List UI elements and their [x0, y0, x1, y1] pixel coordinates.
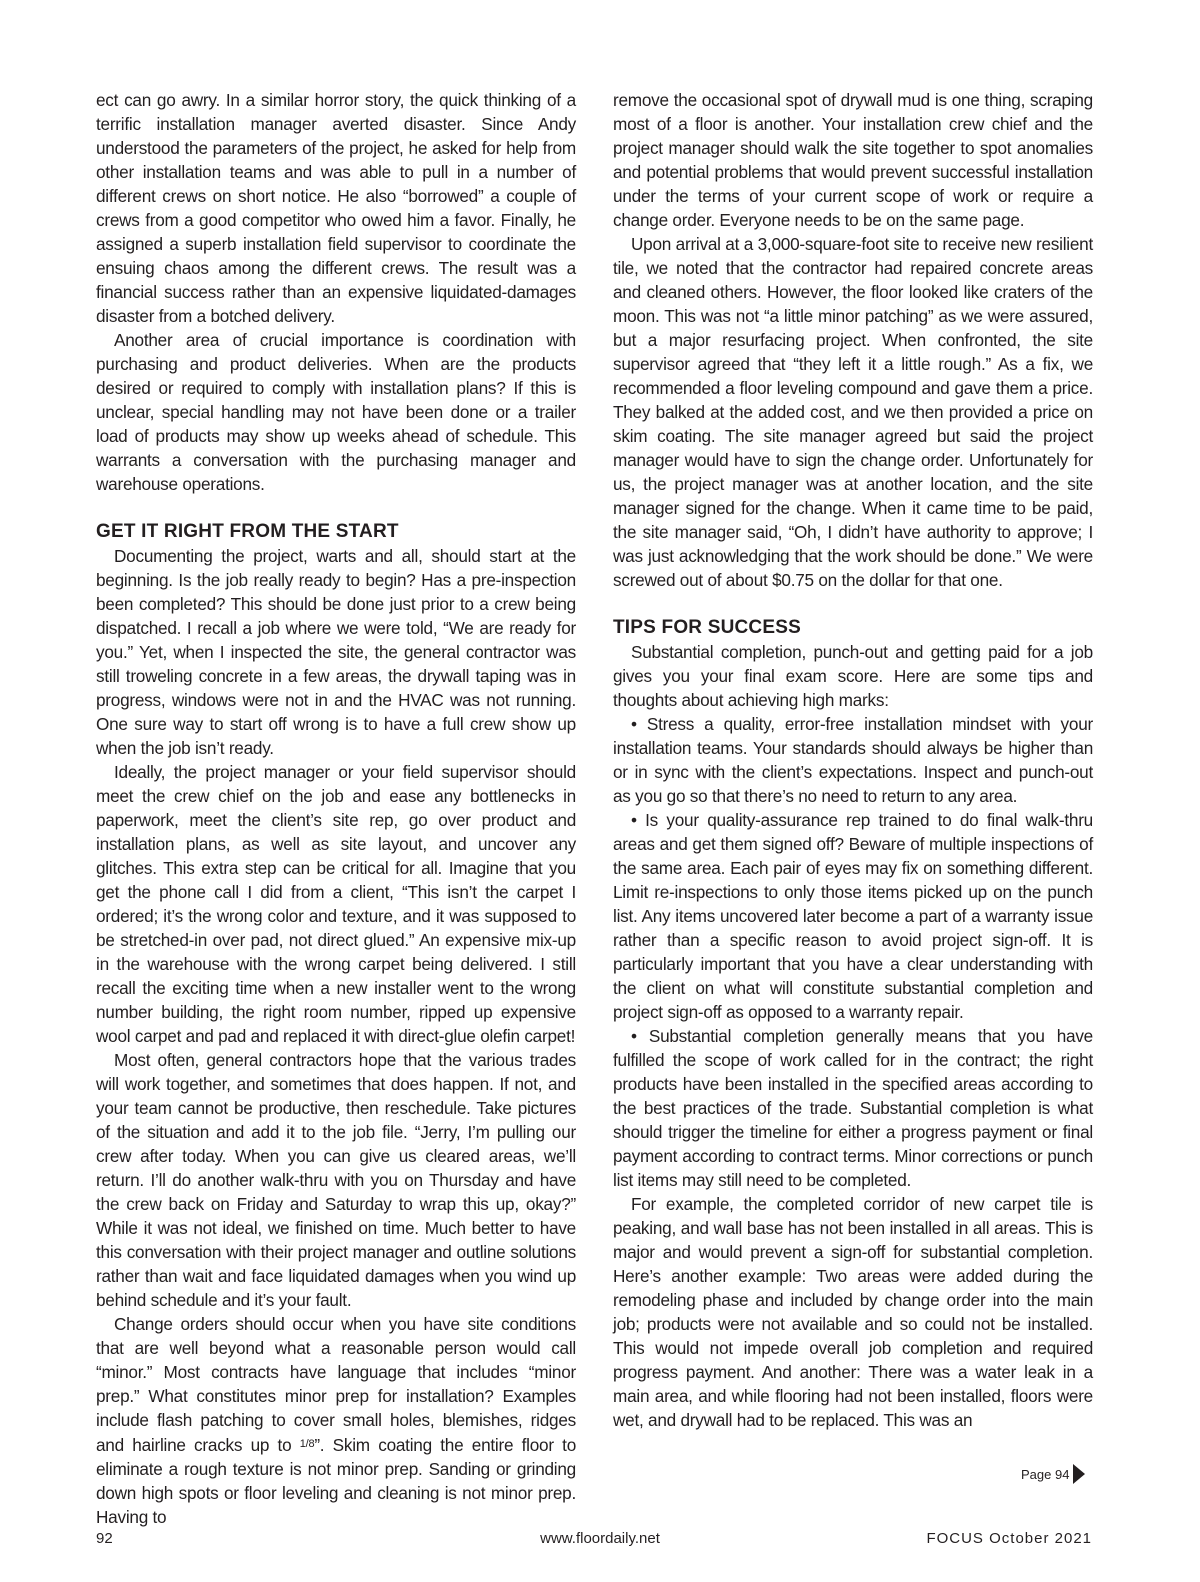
bullet-item: • Substantial completion generally means that you have fulfilled the scope of work called for in the contract; the right products have been installed in the specified areas according to the best practices of the trade. Substantial completion is what should trigger the timeline for either a progress payment or final payment according to contract terms. Minor corrections or punch list items may still need to be completed. [613, 1026, 1093, 1190]
paragraph: ect can go awry. In a similar horror story, the quick thinking of a terrific installation manager averted disaster. Since Andy understood the parameters of the project, he asked for help from other installation teams and was able to pull in a number of different crews on short notice. He also “borrowed” a couple of crews from a good competitor who owed him a favor. Finally, he assigned a superb installation field supervisor to coordinate the ensuing chaos among the different crews. The result was a financial success rather than an expensive liquidated-damages disaster from a botched delivery. [96, 90, 576, 326]
paragraph: Substantial completion, punch-out and getting paid for a job gives you your final exam score. Here are some tips and thoughts about achieving high marks: [613, 642, 1093, 710]
paragraph [96, 1312, 576, 1529]
right-column [613, 88, 1093, 1432]
paragraph: Another area of crucial importance is coordination with purchasing and product deliveries. When are the products desired or required to comply with installation plans? If this is unclear, special handling may not have been done or a trailer load of products may show up weeks ahead of schedule. This warrants a conversation with the purchasing manager and warehouse operations. [96, 330, 576, 494]
paragraph: Documenting the project, warts and all, should start at the beginning. Is the job really ready to begin? Has a pre-inspection been completed? This should be done just prior to a crew being dispatched. I recall a job where we were told, “We are ready for you.” Yet, when I inspected the site, the general contractor was still troweling concrete in a few areas, the drywall taping was in progress, windows were not in and the HVAC was not running. One sure way to start off wrong is to have a full crew show up when the job isn’t ready. [96, 546, 576, 758]
issue-label: FOCUS October 2021 [926, 1530, 1092, 1547]
continued-label: Page 94 [1021, 1466, 1070, 1482]
footer-url: www.floordaily.net [540, 1530, 660, 1547]
paragraph: Ideally, the project manager or your field supervisor should meet the crew chief on the job and ease any bottlenecks in paperwork, meet the client’s site rep, go over product and installation plans, as well as site layout, and uncover any glitches. This extra step can be critical for all. Imagine that you get the phone call I did from a client, “This isn’t the carpet I ordered; it’s the wrong color and texture, and it was supposed to be stretched-in over pad, not direct glued.” An expensive mix-up in the warehouse with the wrong carpet being delivered. I still recall the exciting time when a new installer went to the wrong number building, the right room number, ripped up expensive wool carpet and pad and replaced it with direct-glue olefin carpet! [96, 762, 576, 1046]
paragraph: Most often, general contractors hope that the various trades will work together, and sometimes that does happen. If not, and your team cannot be productive, then reschedule. Take pictures of the situation and add it to the job file. “Jerry, I’m pulling our crew after today. When you can give us cleared areas, we’ll return. I’ll do another walk-thru with you on Thursday and have the crew back on Friday and Saturday to wrap this up, okay?” While it was not ideal, we finished on time. Much better to have this conversation with their project manager and outline solutions rather than wait and face liquidated damages when you wind up behind schedule and it’s your fault. [96, 1050, 576, 1310]
section-heading: TIPS FOR SUCCESS [613, 617, 801, 638]
paragraph-text: Change orders should occur when you have site conditions that are well beyond what a reasonable person would call “minor.” Most contracts have language that includes “minor prep.” What constitutes minor prep for installation? Examples include flash patching to cover small holes, blemishes, ridges and hairline cracks up to [96, 1314, 576, 1455]
continued-link[interactable] [1021, 1464, 1085, 1484]
paragraph: For example, the completed corridor of new carpet tile is peaking, and wall base has not been installed in all areas. This is major and would prevent a sign-off for substantial completion. Here’s another example: Two areas were added during the remodeling phase and included by change order into the main job; products were not available and so could not be installed. This would not impede overall job completion and required progress payment. And another: There was a water leak in a main area, and while flooring had not been installed, floors were wet, and drywall had to be replaced. This was an [613, 1194, 1093, 1430]
paragraph-text: ”. Skim coating the entire floor to eliminate a rough texture is not minor prep. Sanding or grinding down high spots or floor leveling and cleaning is not minor prep. Having to [96, 1435, 576, 1527]
arrow-right-icon [1073, 1464, 1085, 1484]
paragraph: Upon arrival at a 3,000-square-foot site to receive new resilient tile, we noted that the contractor had repaired concrete areas and cleaned others. However, the floor looked like craters of the moon. This was not “a little minor patching” as we were assured, but a major resurfacing project. When confronted, the site supervisor agreed that “they left it a little rough.” As a fix, we recommended a floor leveling compound and gave them a price. They balked at the added cost, and we then provided a price on skim coating. The site manager agreed but said the project manager would have to sign the change order. Unfortunately for us, the project manager was at another location, and the site manager signed for the change. When it came time to be paid, the site manager said, “Oh, I didn’t have authority to approve; I was just acknowledging that the work should be done.” We were screwed out of about $0.75 on the dollar for that one. [613, 234, 1093, 590]
left-column [96, 88, 576, 1529]
paragraph: remove the occasional spot of drywall mud is one thing, scraping most of a floor is another. Your installation crew chief and the project manager should walk the site together to spot anomalies and potential problems that would prevent successful installation under the terms of your current scope of work or require a change order. Everyone needs to be on the same page. [613, 90, 1093, 230]
bullet-item: • Is your quality-assurance rep trained to do final walk-thru areas and get them signed off? Beware of multiple inspections of the same area. Each pair of eyes may fix on something different. Limit re-inspections to only those items picked up on the punch list. Any items uncovered later become a part of a warranty issue rather than a specific reason to avoid project sign-off. It is particularly important that you have a clear understanding with the client on what will constitute substantial completion and project sign-off as opposed to a warranty repair. [613, 810, 1093, 1022]
fraction: 1/8 [299, 1438, 315, 1450]
bullet-item: • Stress a quality, error-free installation mindset with your installation teams. Your standards should always be higher than or in sync with the client’s expectations. Inspect and punch-out as you go so that there’s no need to return to any area. [613, 714, 1093, 806]
page-number: 92 [96, 1530, 113, 1547]
section-heading: GET IT RIGHT FROM THE START [96, 521, 399, 542]
